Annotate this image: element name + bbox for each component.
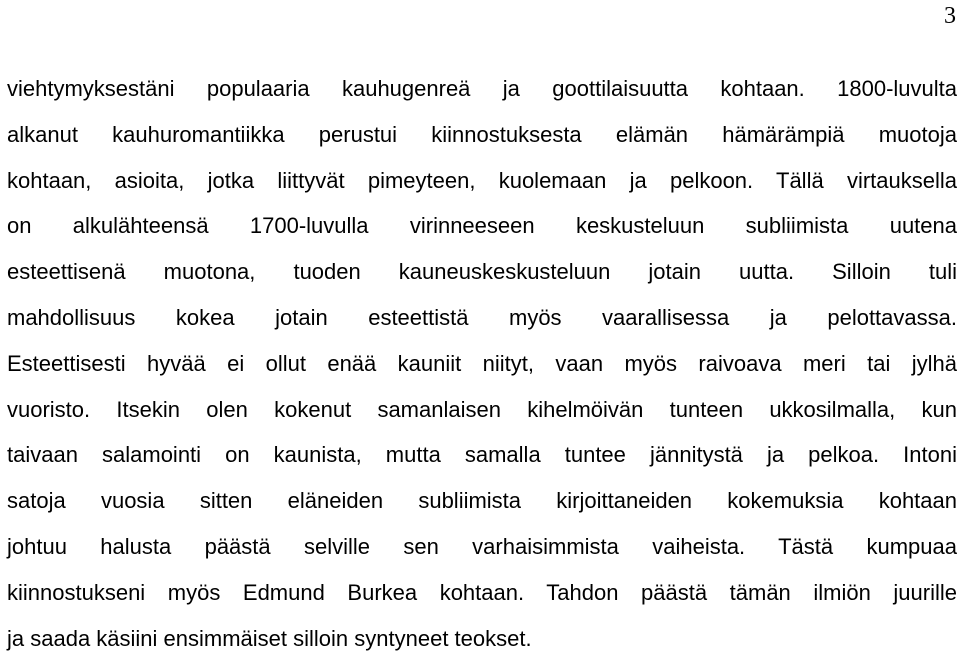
text-line: taivaan salamointi on kaunista, mutta samalla tuntee jännitystä ja pelkoa. Intoni <box>7 442 957 468</box>
text-line: johtuu halusta päästä selville sen varhaisimmista vaiheista. Tästä kumpuaa <box>7 533 957 559</box>
text-line: esteettisenä muotona, tuoden kauneuskeskusteluun jotain uutta. Silloin tuli <box>7 259 957 285</box>
text-line: kiinnostukseni myös Edmund Burkea kohtaan. Tahdon päästä tämän ilmiön juurille <box>7 579 957 605</box>
page-number: 3 <box>944 3 956 29</box>
text-line: on alkulähteensä 1700-luvulla virinneeseen keskusteluun subliimista uutena <box>7 213 957 239</box>
text-line: vuoristo. Itsekin olen kokenut samanlaisen kihelmöivän tunteen ukkosilmalla, kun <box>7 396 957 422</box>
text-line: alkanut kauhuromantiikka perustui kiinnostuksesta elämän hämärämpiä muotoja <box>7 121 957 147</box>
text-line-last: ja saada käsiini ensimmäiset silloin syntyneet teokset. <box>7 625 532 651</box>
text-line: viehtymyksestäni populaaria kauhugenreä ja goottilaisuutta kohtaan. 1800-luvulta <box>7 76 957 101</box>
text-line: mahdollisuus kokea jotain esteettistä myös vaarallisessa ja pelottavassa. <box>7 304 957 330</box>
text-line: kohtaan, asioita, jotka liittyvät pimeyteen, kuolemaan ja pelkoon. Tällä virtauksella <box>7 167 957 193</box>
body-paragraph <box>7 66 957 661</box>
text-line: satoja vuosia sitten eläneiden subliimista kirjoittaneiden kokemuksia kohtaan <box>7 488 957 514</box>
text-line: Esteettisesti hyvää ei ollut enää kauniit niityt, vaan myös raivoava meri tai jylhä <box>7 350 957 376</box>
